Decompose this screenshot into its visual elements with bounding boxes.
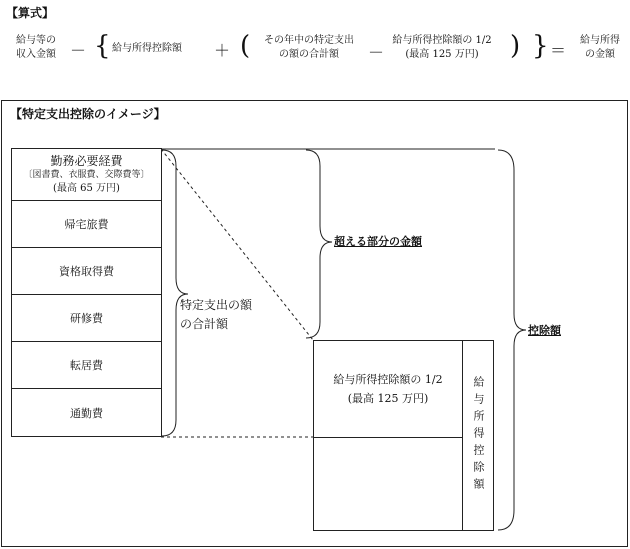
half-deduction-line1: 給与所得控除額の 1/2 (392, 35, 492, 46)
paren-close: ) (510, 31, 521, 61)
plus-operator: ＋ (214, 41, 231, 60)
paren-open: ( (240, 31, 251, 61)
item-training: 研修費 (11, 294, 162, 342)
specific-total-line2: の額の合計額 (279, 49, 339, 60)
employment-deduction-vertical: 給与所得控除額 (472, 376, 485, 495)
lower-box (313, 437, 463, 531)
deduction-label: 控除額 (528, 324, 561, 337)
employment-deduction-box (462, 340, 494, 531)
specific-total-line1: その年中の特定支出 (264, 35, 354, 46)
equals-operator: ＝ (550, 41, 567, 60)
employment-deduction-label: 給与所得控除額 (112, 43, 182, 54)
item-qualification: 資格取得費 (11, 247, 162, 295)
half-deduction-box-line1: 給与所得控除額の 1/2 (333, 373, 443, 386)
item-work-expenses-sub2: (最高 65 万円) (53, 182, 120, 194)
brace-open: { (94, 31, 111, 61)
half-deduction-box (313, 340, 463, 438)
salary-income-line1: 給与等の (16, 35, 56, 46)
total-brace (162, 150, 188, 436)
half-deduction-line2: (最高 125 万円) (405, 49, 479, 60)
minus-operator-2: － (368, 43, 385, 62)
excess-brace (306, 150, 332, 338)
item-home-travel: 帰宅旅費 (11, 200, 162, 248)
excess-label: 超える部分の金額 (334, 235, 422, 248)
item-work-expenses (11, 148, 162, 201)
item-work-expenses-sub1: 〔図書費、衣服費、交際費等〕 (23, 169, 150, 180)
item-relocation: 転居費 (11, 341, 162, 389)
image-title: 【特定支出控除のイメージ】 (10, 107, 166, 121)
item-work-expenses-label: 勤務必要経費 (50, 153, 123, 168)
total-line1: 特定支出の額 (180, 298, 253, 312)
total-line2: の合計額 (180, 317, 229, 331)
half-deduction-box-line2: (最高 125 万円) (347, 392, 429, 405)
salary-income-line2: 収入金額 (16, 49, 56, 60)
result-line2: の金額 (585, 49, 615, 60)
brace-close: } (532, 31, 549, 61)
total-label (180, 296, 252, 334)
item-commuting: 通勤費 (11, 388, 162, 437)
formula-heading: 【算式】 (6, 6, 55, 20)
minus-operator-1: － (70, 41, 87, 60)
result-line1: 給与所得 (580, 35, 620, 46)
deduction-brace (498, 150, 526, 530)
